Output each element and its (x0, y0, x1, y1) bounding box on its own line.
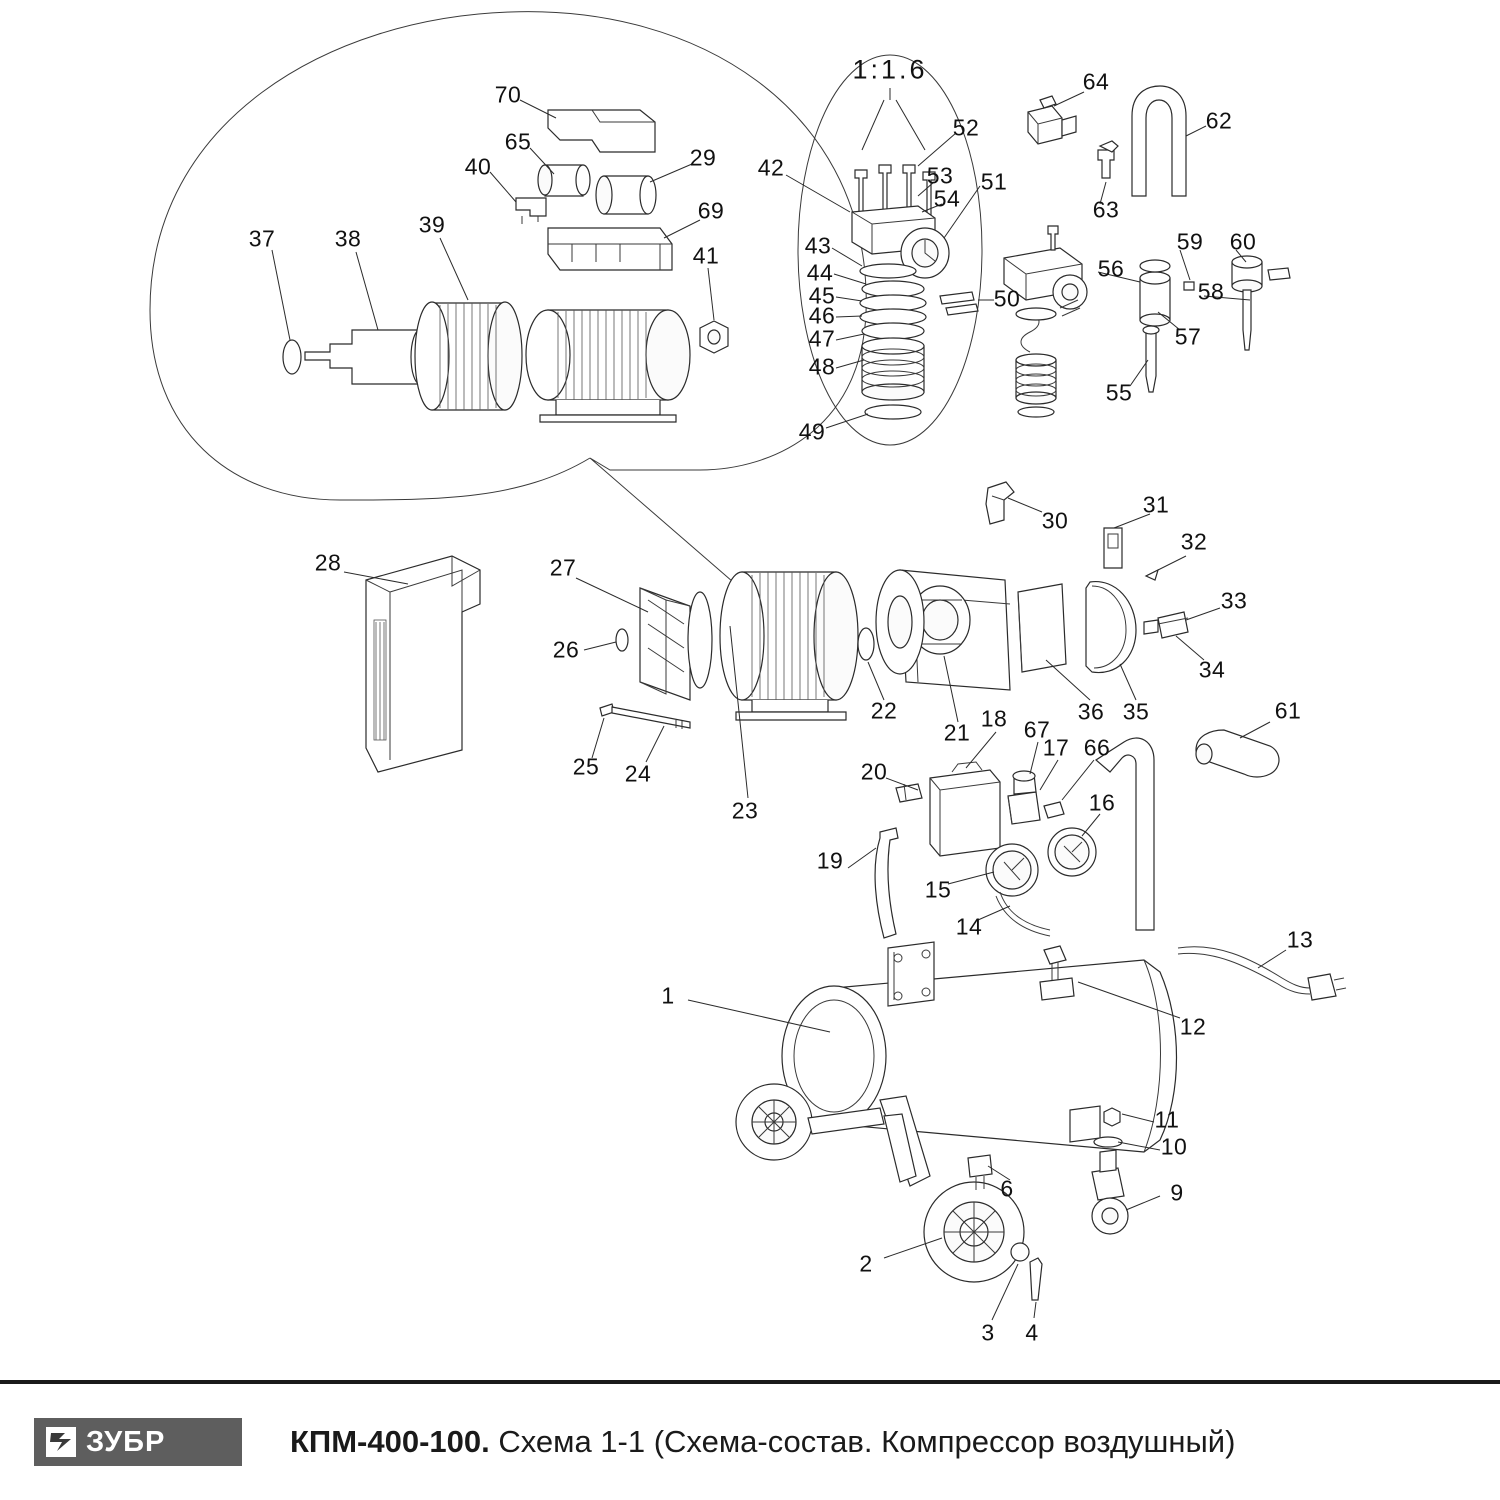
callout-number-9: 9 (1170, 1179, 1184, 1206)
callout-number-35: 35 (1122, 698, 1150, 725)
callout-number-29: 29 (689, 144, 717, 171)
tank-assembly (736, 942, 1346, 1300)
callout-number-59: 59 (1176, 228, 1204, 255)
motor-detail-parts (283, 110, 728, 422)
callout-number-33: 33 (1220, 587, 1248, 614)
callout-number-23: 23 (731, 797, 759, 824)
callout-number-63: 63 (1092, 196, 1120, 223)
callout-number-56: 56 (1097, 255, 1125, 282)
callout-number-39: 39 (418, 211, 446, 238)
callout-number-32: 32 (1180, 528, 1208, 555)
callout-number-37: 37 (248, 225, 276, 252)
callout-number-67: 67 (1023, 716, 1051, 743)
callout-number-15: 15 (924, 876, 952, 903)
callout-number-49: 49 (798, 418, 826, 445)
callout-number-47: 47 (808, 325, 836, 352)
zubr-logo-icon (46, 1427, 76, 1457)
callout-number-26: 26 (552, 636, 580, 663)
callout-number-41: 41 (692, 242, 720, 269)
callout-number-28: 28 (314, 549, 342, 576)
callout-number-42: 42 (757, 154, 785, 181)
callout-number-20: 20 (860, 758, 888, 785)
callout-number-66: 66 (1083, 734, 1111, 761)
callout-number-64: 64 (1082, 68, 1110, 95)
callout-number-34: 34 (1198, 656, 1226, 683)
callout-number-16: 16 (1088, 789, 1116, 816)
callout-number-6: 6 (1000, 1175, 1014, 1202)
callout-number-17: 17 (1042, 734, 1070, 761)
diagram-caption (290, 1424, 1235, 1460)
model-code: КПМ-400-100. (290, 1424, 490, 1459)
pressure-controls (875, 730, 1279, 938)
callout-number-50: 50 (993, 285, 1021, 312)
callout-number-19: 19 (816, 847, 844, 874)
callout-number-40: 40 (464, 153, 492, 180)
callout-number-62: 62 (1205, 107, 1233, 134)
callout-number-24: 24 (624, 760, 652, 787)
brand-badge (34, 1418, 242, 1466)
callout-number-45: 45 (808, 282, 836, 309)
callout-number-27: 27 (549, 554, 577, 581)
callout-number-30: 30 (1041, 507, 1069, 534)
callout-number-11: 11 (1154, 1106, 1180, 1133)
callout-number-54: 54 (933, 185, 961, 212)
callout-number-57: 57 (1174, 323, 1202, 350)
callout-number-2: 2 (859, 1250, 873, 1277)
scheme-description: Схема 1-1 (Схема-состав. Компрессор воздушный) (498, 1424, 1236, 1459)
callout-number-36: 36 (1077, 698, 1105, 725)
callout-number-18: 18 (980, 705, 1008, 732)
callout-number-38: 38 (334, 225, 362, 252)
callout-number-61: 61 (1274, 697, 1302, 724)
callout-number-10: 10 (1160, 1133, 1188, 1160)
callout-number-14: 14 (955, 913, 983, 940)
scale-label: 1:1.6 (852, 54, 928, 85)
callout-number-65: 65 (504, 128, 532, 155)
callout-number-55: 55 (1105, 379, 1133, 406)
callout-number-53: 53 (926, 162, 954, 189)
callout-number-1: 1 (661, 982, 675, 1009)
shroud-28 (366, 556, 480, 772)
callout-number-69: 69 (697, 197, 725, 224)
fan-motor-assembly (600, 482, 1188, 729)
callout-number-22: 22 (870, 697, 898, 724)
callout-number-51: 51 (980, 168, 1008, 195)
footer (0, 1380, 1500, 1500)
callout-number-4: 4 (1025, 1319, 1039, 1346)
callout-number-43: 43 (804, 232, 832, 259)
callout-number-12: 12 (1179, 1013, 1207, 1040)
callout-number-31: 31 (1142, 491, 1170, 518)
callout-number-21: 21 (943, 719, 971, 746)
callout-number-60: 60 (1229, 228, 1257, 255)
brand-name: ЗУБР (86, 1425, 166, 1458)
callout-number-52: 52 (952, 114, 980, 141)
callout-number-58: 58 (1197, 278, 1225, 305)
callout-number-48: 48 (808, 353, 836, 380)
callout-number-25: 25 (572, 753, 600, 780)
callout-number-3: 3 (981, 1319, 995, 1346)
callout-number-70: 70 (494, 81, 522, 108)
callout-number-46: 46 (808, 302, 836, 329)
callout-number-13: 13 (1286, 926, 1314, 953)
callout-number-44: 44 (806, 259, 834, 286)
